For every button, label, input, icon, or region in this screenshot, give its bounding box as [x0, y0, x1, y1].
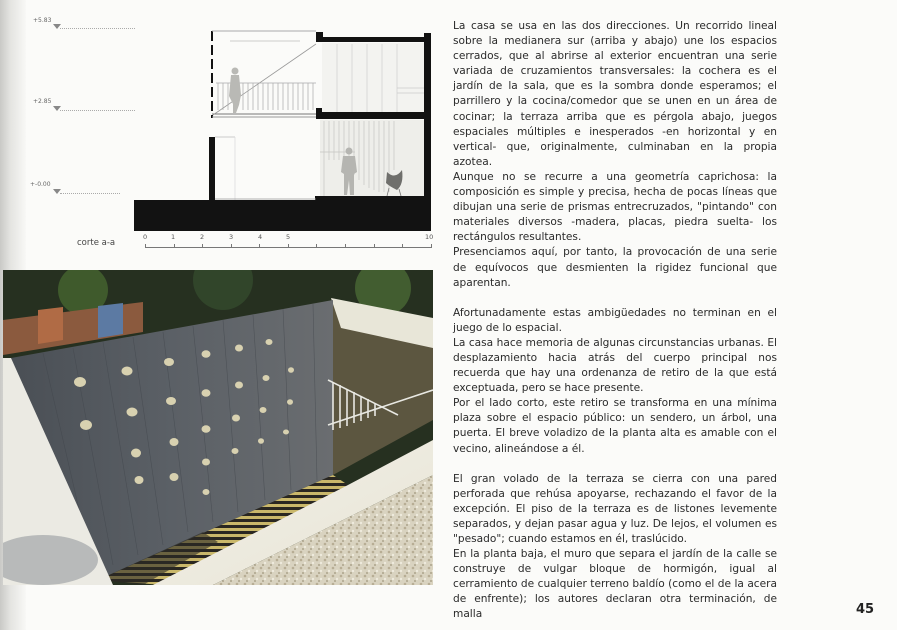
scale-tick: [202, 244, 203, 248]
section-linework: [0, 0, 440, 262]
terrace-photo-illustration: [3, 270, 433, 585]
scale-tick: [174, 244, 175, 248]
terrace-photo: [3, 270, 433, 585]
level-label-middle: +2.85: [33, 98, 52, 105]
scale-label: 10: [425, 233, 434, 241]
scale-tick: [231, 244, 232, 248]
paragraph: En la planta baja, el muro que separa el jardín de la calle se construye de vulgar bloque de hormigón, igual al cerramiento de cualquier terreno baldío (como el de la acera de enfrente); los autores declaran otra terminación, de malla: [453, 548, 777, 621]
body-text-column: [453, 19, 777, 623]
section-caption: corte a-a: [77, 238, 116, 248]
scale-label: 2: [200, 233, 205, 241]
page-number: 45: [856, 602, 875, 617]
scale-label: 3: [229, 233, 234, 241]
scale-tick: [431, 244, 432, 248]
level-label-ground: +-0.00: [30, 181, 51, 188]
section-drawing: [0, 0, 440, 262]
paragraph: El gran volado de la terraza se cierra con una pared perforada que rehúsa apoyarse, rechazando el favor de la excepción. El piso de la terraza es de listones levemente separados, y dejan pasar agua y luz. De lejos, el volumen es "pesado"; cuando estamos en él, traslúcido.: [453, 472, 777, 545]
paragraph: Por el lado corto, este retiro se transforma en una mínima plaza sobre el espacio público: un sendero, un árbol, una puerta. El breve voladizo de la planta alta es amable con el vecino, alineándose a él.: [453, 397, 777, 455]
scale-tick: [374, 244, 375, 248]
paragraph: La casa hace memoria de algunas circunstancias urbanas. El desplazamiento hacia atrás del cuerpo principal nos recuerda que hay una ordenanza de retiro de la que está exceptuada, pero se hace presente.: [453, 336, 777, 395]
scale-tick: [288, 244, 289, 248]
scale-label: 0: [143, 233, 148, 241]
scale-tick: [316, 244, 317, 248]
scale-tick: [402, 244, 403, 248]
paragraph: Aunque no se recurre a una geometría caprichosa: la composición es simple y precisa, hecha de pocas líneas que dibujan una serie de prismas entrecruzados, "pintando" con materiales diversos -madera, placas, piedra suelta- los rectángulos resultantes.: [453, 170, 777, 244]
scale-tick: [259, 244, 260, 248]
scale-tick: [145, 244, 146, 248]
scale-label: 4: [258, 233, 263, 241]
paragraph: Presenciamos aquí, por tanto, la provocación de una serie de equívocos que desmienten la rigidez funcional que aparentan.: [453, 246, 777, 289]
scale-tick: [345, 244, 346, 248]
level-label-top: +5.83: [33, 17, 52, 24]
scale-label: 1: [171, 233, 176, 241]
paragraph: La casa se usa en las dos direcciones. Un recorrido lineal sobre la medianera sur (arriba y abajo) une los espacios cerrados, que al abrirse al exterior encuentran una serie variada de cruzamientos transversales: la cochera es el jardín de la sala, que es la sombra donde esperamos; el parrillero y la cocina/comedor que se unen en un área de cocinar; la terraza arriba que es pérgola abajo, juegos espaciales múltiples e inesperados -en horizontal y en vertical- que, originalmente, culminaban en la propia azotea.: [453, 20, 777, 168]
paragraph: Afortunadamente estas ambigüedades no terminan en el juego de lo espacial.: [453, 306, 777, 334]
scale-label: 5: [286, 233, 291, 241]
